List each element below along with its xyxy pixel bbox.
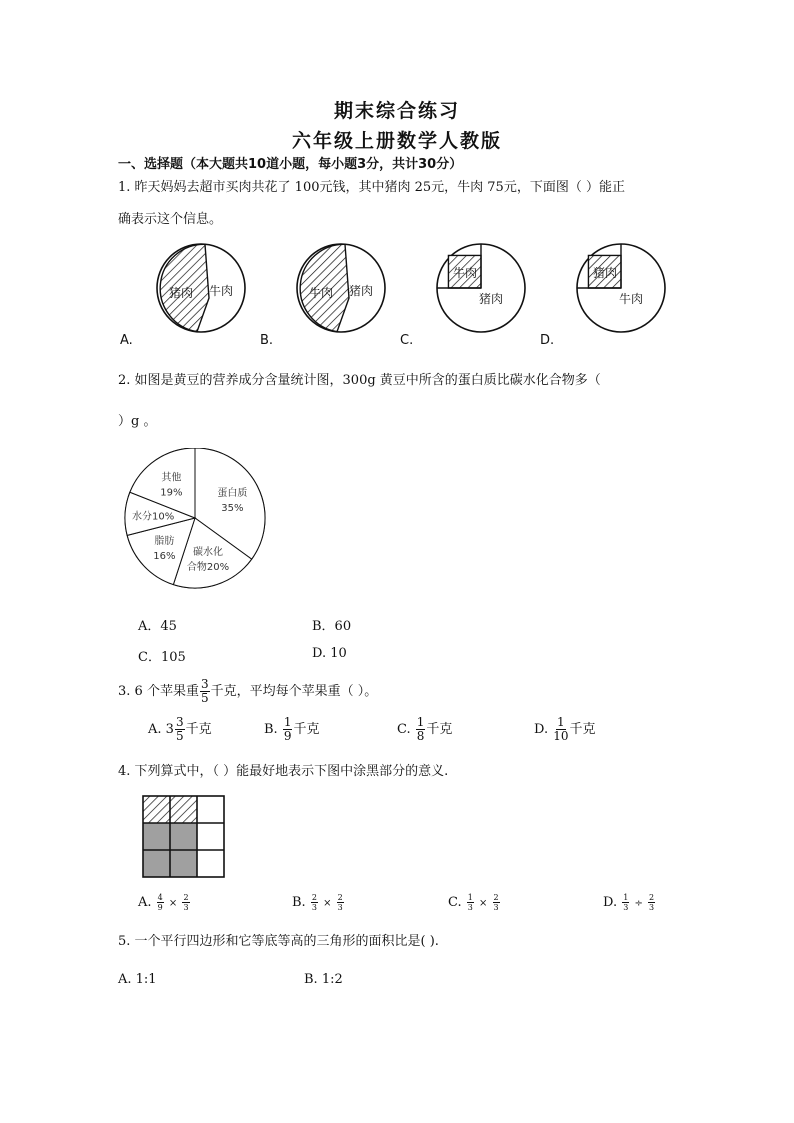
question-4-text: 4. 下列算式中，（ ）能最好地表示下图中涂黑部分的意义. (118, 764, 449, 779)
question-5-option-b[interactable]: B. 1:2 (304, 972, 343, 987)
section-heading: 一、选择题（本大题共10道小题，每小题3分，共计30分） (118, 157, 463, 172)
pie-label-plain: 牛肉 (208, 284, 234, 298)
page-subtitle: 六年级上册数学人教版 (291, 130, 502, 152)
question-4-option-d[interactable]: D. $\frac{1}{3}$ ÷ $\frac{2}{3}$ (603, 893, 655, 912)
shaded-grid (142, 795, 226, 879)
nutrition-slice-label: 碳水化合物20% (186, 546, 230, 573)
question-3-option-b[interactable]: B. $\frac{1}{9}$ 千克 (264, 715, 320, 743)
grid-cell-shaded (170, 823, 197, 850)
pie-option-label[interactable]: C. (400, 333, 414, 348)
pie-label-hatched: 猪肉 (592, 266, 618, 280)
pie-label-hatched: 猪肉 (168, 286, 194, 300)
question-2-text: 2. 如图是黄豆的营养成分含量统计图，300g 黄豆中所含的蛋白质比碳水化合物多（ (118, 373, 601, 388)
pie-option-label[interactable]: D. (540, 333, 555, 348)
nutrition-slice-label: 脂肪 16% (153, 535, 176, 562)
question-1-text-cont: 确表示这个信息。 (118, 212, 223, 227)
question-2-option-c[interactable]: C．105 (138, 650, 186, 665)
question-3-text: 3. 6 个苹果重 $\frac{3}{5}$ 千克，平均每个苹果重（ ）。 (118, 677, 378, 705)
grid-cell-hatched (170, 796, 197, 823)
question-2-option-b[interactable]: B．60 (312, 619, 352, 634)
question-2-text-cont: ）g 。 (118, 414, 157, 429)
nutrition-pie-chart (115, 448, 275, 598)
nutrition-slice-label: 水分10% (131, 511, 175, 523)
pie-label-plain: 猪肉 (478, 292, 504, 306)
question-2-option-d[interactable]: D. 10 (312, 646, 347, 661)
question-3-option-d[interactable]: D. $\frac{1}{10}$ 千克 (534, 715, 596, 743)
question-3-option-a[interactable]: A. 3 $\frac{3}{5}$ 千克 (148, 715, 212, 743)
question-1-text: 1. 昨天妈妈去超市买肉共花了 100元钱，其中猪肉 25元，牛肉 75元，下面图（ ）能正 (118, 180, 625, 195)
pie-label-hatched: 牛肉 (452, 266, 478, 280)
grid-cell-shaded (143, 850, 170, 877)
pie-label-hatched: 牛肉 (308, 286, 334, 300)
question-5-text: 5. 一个平行四边形和它等底等高的三角形的面积比是( ). (118, 934, 439, 949)
nutrition-slice-label: 蛋白质 35% (217, 487, 248, 514)
grid-cell-hatched (143, 796, 170, 823)
grid-cell-shaded (143, 823, 170, 850)
question-4-option-a[interactable]: A. $\frac{4}{9}$ × $\frac{2}{3}$ (138, 893, 189, 912)
pie-label-plain: 猪肉 (348, 284, 374, 298)
grid-cell-shaded (170, 850, 197, 877)
question-4-option-c[interactable]: C. $\frac{1}{3}$ × $\frac{2}{3}$ (448, 893, 499, 912)
question-5-option-a[interactable]: A. 1:1 (118, 972, 157, 987)
question-3-option-c[interactable]: C. $\frac{1}{8}$ 千克 (397, 715, 453, 743)
nutrition-slice-label: 其他 19% (160, 472, 183, 499)
question-1-pies (110, 238, 670, 353)
pie-option-label[interactable]: A. (120, 333, 133, 348)
pie-option-label[interactable]: B. (260, 333, 274, 348)
question-4-option-b[interactable]: B. $\frac{2}{3}$ × $\frac{2}{3}$ (292, 893, 343, 912)
pie-label-plain: 牛肉 (618, 292, 644, 306)
page-title: 期末综合练习 (333, 100, 460, 122)
question-2-option-a[interactable]: A．45 (138, 619, 177, 634)
